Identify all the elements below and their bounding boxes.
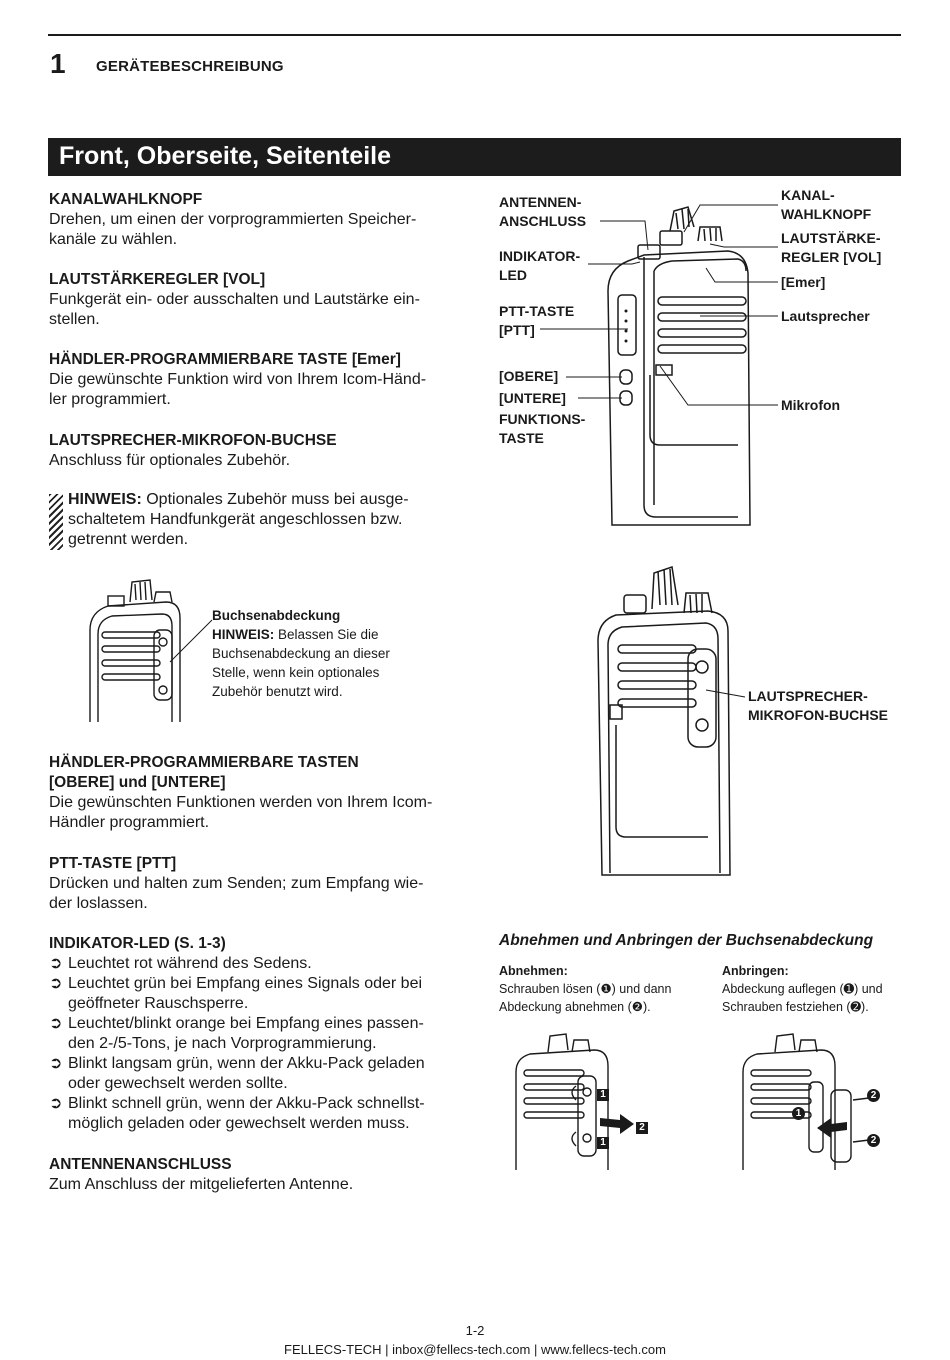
ptt-title: PTT-TASTE [PTT] xyxy=(49,855,177,872)
callout-emer: [Emer] xyxy=(781,274,826,290)
footer-contact: FELLECS-TECH | inbox@fellecs-tech.com | www.fellecs-tech.com xyxy=(284,1342,666,1357)
led-item-text: Leuchtet grün bei Empfang eines Signals oder bei xyxy=(68,975,423,992)
cover-note-title: Buchsenabdeckung xyxy=(212,608,341,623)
ptt-line: der loslassen. xyxy=(49,895,148,912)
remove-line: Schrauben lösen (❶) und dann xyxy=(499,982,672,996)
callout-obere: [OBERE] xyxy=(499,368,559,384)
section-title: Front, Oberseite, Seitenteile xyxy=(59,142,392,170)
callout-untere: [UNTERE] xyxy=(499,390,566,406)
led-item-text: möglich geladen oder gewechselt werden muss. xyxy=(68,1115,410,1132)
vol-line: stellen. xyxy=(49,311,100,328)
step-marker: 1 xyxy=(597,1137,609,1149)
step-marker: 1 xyxy=(597,1089,609,1101)
step-marker: 1 xyxy=(792,1107,805,1120)
radio-side-jack-illustration xyxy=(588,565,738,877)
kanalwahl-line: Drehen, um einen der vorprogrammierten Speicher- xyxy=(49,211,417,228)
cover-note-line: Belassen Sie die xyxy=(274,627,379,642)
step-marker: 2 xyxy=(867,1134,880,1147)
remove-line: Abdeckung abnehmen (❷). xyxy=(499,1000,651,1014)
vol-line: Funkgerät ein- oder ausschalten und Lautstärke ein- xyxy=(49,291,420,308)
tasten-line: Händler programmiert. xyxy=(49,814,210,831)
remove-cover-illustration xyxy=(508,1030,668,1172)
callout-mikrofon: Mikrofon xyxy=(781,397,841,413)
page-number: 1-2 xyxy=(465,1323,485,1338)
cover-note-line: Stelle, wenn kein optionales xyxy=(212,665,380,680)
led-item-text: oder gewechselt werden sollte. xyxy=(68,1075,288,1092)
callout-line: WAHLKNOPF xyxy=(781,206,872,222)
led-item-text: Leuchtet/blinkt orange bei Empfang eines passen- xyxy=(68,1015,424,1032)
procedure-title: Abnehmen und Anbringen der Buchsenabdeckung xyxy=(499,932,874,949)
antenne-title: ANTENNENANSCHLUSS xyxy=(49,1156,232,1173)
callout-line: FUNKTIONS- xyxy=(499,411,586,427)
led-item-text: Blinkt schnell grün, wenn der Akku-Pack schnellst- xyxy=(68,1095,425,1112)
attach-line: Abdeckung auflegen (➊) und xyxy=(722,982,883,996)
arrow-bullet-icon: ➲ xyxy=(49,975,63,992)
hinweis-line: schaltetem Handfunkgerät angeschlossen bzw. xyxy=(68,511,403,528)
callout-line: KANAL- xyxy=(781,187,835,203)
callout-line: [PTT] xyxy=(499,322,535,338)
callout-line: TASTE xyxy=(499,430,544,446)
callout-line: ANSCHLUSS xyxy=(499,213,587,229)
emer-line: Die gewünschte Funktion wird von Ihrem Icom-Händ- xyxy=(49,371,427,388)
cover-note-line: Buchsenabdeckung an dieser xyxy=(212,646,390,661)
attach-cover-illustration xyxy=(735,1030,885,1172)
led-title: INDIKATOR-LED (S. 1-3) xyxy=(49,935,226,952)
hinweis-line: getrennt werden. xyxy=(68,531,189,548)
buchse-title: LAUTSPRECHER-MIKROFON-BUCHSE xyxy=(49,432,337,449)
led-item-text: geöffneter Rauschsperre. xyxy=(68,995,249,1012)
callout-antennen xyxy=(499,193,586,231)
attach-title: Anbringen: xyxy=(722,964,789,978)
vol-title: LAUTSTÄRKEREGLER [VOL] xyxy=(49,271,266,288)
callout-line: PTT-TASTE xyxy=(499,303,575,319)
emer-line: ler programmiert. xyxy=(49,391,171,408)
chapter-title: GERÄTEBESCHREIBUNG xyxy=(96,58,284,75)
led-item-text: Leuchtet rot während des Sedens. xyxy=(68,955,312,972)
arrow-bullet-icon: ➲ xyxy=(49,1095,63,1112)
kanalwahl-line: kanäle zu wählen. xyxy=(49,231,178,248)
attach-line: Schrauben festziehen (➋). xyxy=(722,1000,869,1014)
hinweis-line: Optionales Zubehör muss bei ausge- xyxy=(141,491,409,508)
cover-note-line: Zubehör benutzt wird. xyxy=(212,684,343,699)
callout-laut xyxy=(781,229,881,267)
callout-kanal xyxy=(781,186,871,224)
arrow-bullet-icon: ➲ xyxy=(49,1055,63,1072)
ptt-line: Drücken und halten zum Senden; zum Empfang wie- xyxy=(49,875,424,892)
cover-note-label: HINWEIS: xyxy=(212,627,275,642)
callout-line: ANTENNEN- xyxy=(499,194,582,210)
antenne-line: Zum Anschluss der mitgelieferten Antenne. xyxy=(49,1176,354,1193)
callout-line: INDIKATOR- xyxy=(499,248,581,264)
emer-title: HÄNDLER-PROGRAMMIERBARE TASTE [Emer] xyxy=(49,351,401,368)
buchse-line: Anschluss für optionales Zubehör. xyxy=(49,452,291,469)
callout-line: REGLER [VOL] xyxy=(781,249,882,265)
callout-line: LED xyxy=(499,267,527,283)
callout-indikator xyxy=(499,247,580,285)
step-marker: 2 xyxy=(636,1122,648,1134)
kanalwahl-title: KANALWAHLKNOPF xyxy=(49,191,203,208)
remove-title: Abnehmen: xyxy=(499,964,568,978)
tasten-title: [OBERE] und [UNTERE] xyxy=(49,774,226,791)
led-item-text: Blinkt langsam grün, wenn der Akku-Pack geladen xyxy=(68,1055,425,1072)
led-item-text: den 2-/5-Tons, je nach Vorprogrammierung. xyxy=(68,1035,377,1052)
callout-ptt xyxy=(499,302,574,340)
hinweis-label: HINWEIS: xyxy=(68,491,142,508)
step-marker: 2 xyxy=(867,1089,880,1102)
callout-lautsprecher: Lautsprecher xyxy=(781,308,870,324)
remove-instructions xyxy=(499,962,714,1016)
callout-line: LAUTSTÄRKE- xyxy=(781,230,881,246)
arrow-bullet-icon: ➲ xyxy=(49,955,63,972)
arrow-bullet-icon: ➲ xyxy=(49,1015,63,1032)
callout-line: MIKROFON-BUCHSE xyxy=(748,707,888,723)
callout-buchse xyxy=(748,687,888,725)
tasten-title: HÄNDLER-PROGRAMMIERBARE TASTEN xyxy=(49,754,359,771)
chapter-number: 1 xyxy=(50,48,66,79)
callout-funktions xyxy=(499,410,585,448)
tasten-line: Die gewünschten Funktionen werden von Ihrem Icom- xyxy=(49,794,433,811)
callout-line: LAUTSPRECHER- xyxy=(748,688,868,704)
attach-instructions xyxy=(722,962,922,1016)
